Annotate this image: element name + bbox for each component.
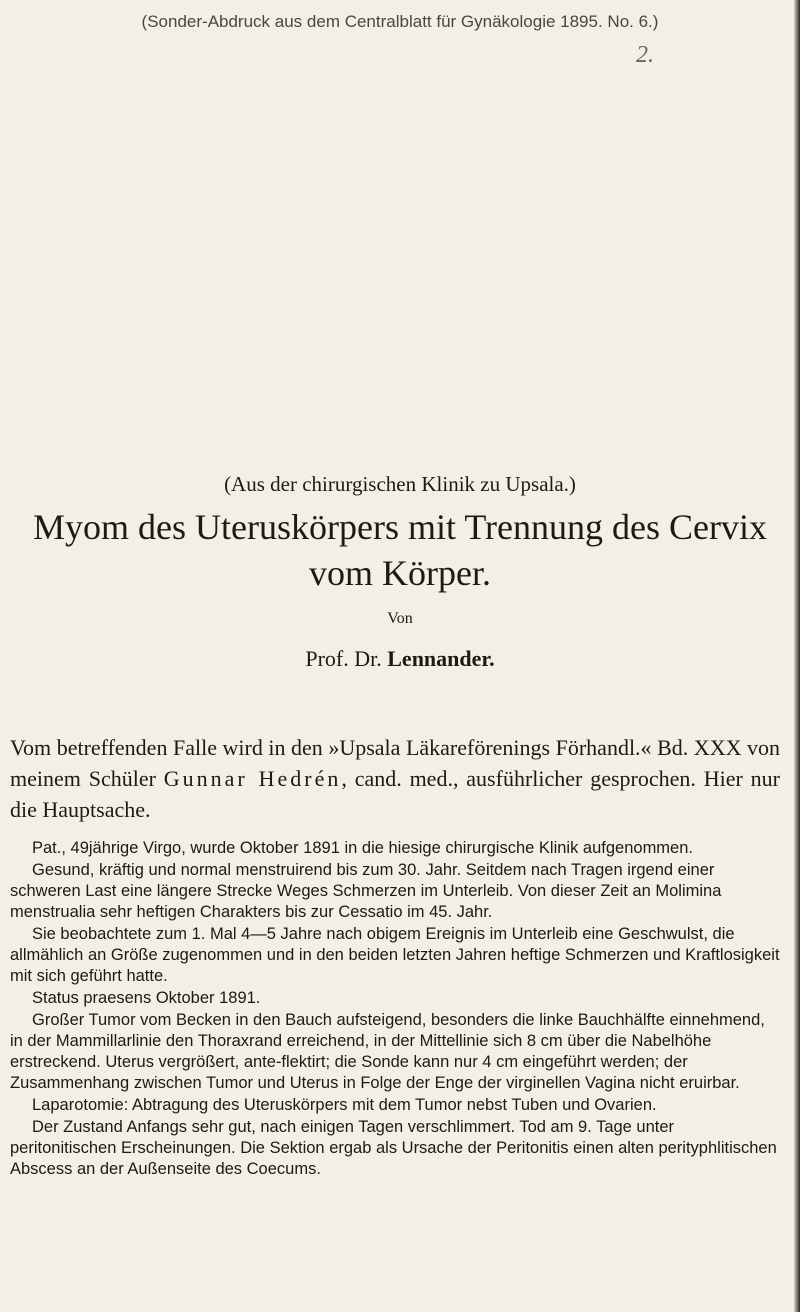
paragraph-status-heading: Status praesens Oktober 1891. — [32, 989, 261, 1007]
paragraph-patient: Pat., 49jährige Virgo, wurde Oktober 1891 in die hiesige chirurgische Klinik aufgenommen. — [32, 839, 693, 857]
article-title: Myom des Uteruskörpers mit Trennung des Cervix vom Körper. — [33, 507, 767, 593]
author-line — [0, 646, 800, 672]
intro-text-2: , cand. med., ausführlicher gesprochen. Hier nur die Hauptsache. — [10, 766, 780, 822]
paragraph-history: Gesund, kräftig und normal menstruirend bis zum 30. Jahr. Seitdem nach Tragen irgend einer schweren Last eine längere Strecke Weges Schmerzen im Unterleib. Von dieser Zeit an Molimina menstrualia sehr heftigen Charakters bis zur Cessatio im 45. Jahr. — [10, 861, 722, 921]
reprint-header: (Sonder-Abdruck aus dem Centralblatt für Gynäkologie 1895. No. 6.) — [141, 12, 659, 31]
student-name: Gunnar Hedrén — [163, 766, 342, 791]
author-name: Lennander. — [387, 646, 495, 671]
intro-text-1: Vom betreffenden Falle wird in den »Upsala Läkareförenings Förhandl.« Bd. XXX von meinem Schüler — [10, 735, 780, 791]
paragraph-operation: Laparotomie: Abtragung des Uteruskörpers mit dem Tumor nebst Tuben und Ovarien. — [32, 1096, 657, 1114]
handwritten-page-mark: 2. — [636, 42, 654, 68]
byline: Von — [387, 610, 413, 627]
paragraph-outcome: Der Zustand Anfangs sehr gut, nach einigen Tagen verschlimmert. Tod am 9. Tage unter peritonitischen Erscheinungen. Die Sektion ergab als Ursache der Peritonitis einen alten perityphlitischen Abscess an der Außenseite des Coecums. — [10, 1118, 777, 1178]
case-report — [10, 838, 780, 1181]
paragraph-tumor-onset: Sie beobachtete zum 1. Mal 4—5 Jahre nach obigem Ereignis im Unterleib eine Geschwulst, die allmählich an Größe zugenommen und in den beiden letzten Jahren heftige Schmerzen und Kraftlosigkeit mit sich geführt hatte. — [10, 925, 780, 985]
intro-paragraph — [10, 732, 780, 825]
institution-line: (Aus der chirurgischen Klinik zu Upsala.) — [224, 472, 576, 496]
paragraph-findings: Großer Tumor vom Becken in den Bauch aufsteigend, besonders die linke Bauchhälfte einnehmend, in der Mammillarlinie den Thoraxrand erreichend, in der Mittellinie sich 8 cm über die Nabelhöhe erstreckend. Uterus vergrößert, ante-flektirt; die Sonde kann nur 4 cm eingeführt werden; der Zusammenhang zwischen Tumor und Uterus in Folge der Enge der virginellen Vagina nicht eruirbar. — [10, 1011, 765, 1092]
page-edge-shadow — [794, 0, 800, 1312]
author-prefix: Prof. Dr. — [305, 646, 388, 671]
